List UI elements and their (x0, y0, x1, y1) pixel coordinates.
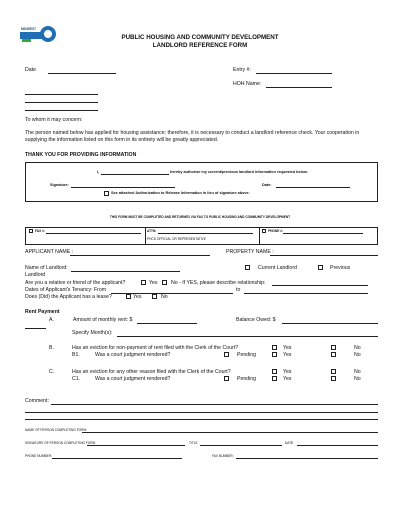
logo-text: MIDWEST (21, 27, 37, 31)
balance-owed-label: Balance Owed: $ (236, 317, 276, 323)
b1-yes-label: Yes (283, 352, 292, 358)
fax-number-label: FAX #: (35, 229, 45, 233)
fax-footer-label: FAX NUMBER: (212, 454, 234, 458)
rent-c-question: Has an eviction for any other reason filed with the Clerk of the Court? (72, 369, 231, 375)
relative-yes-label: Yes (149, 280, 158, 286)
authorization-box (25, 162, 378, 202)
date-field[interactable] (48, 73, 116, 74)
c-no-label: No (354, 369, 361, 375)
current-landlord-checkbox[interactable] (245, 265, 250, 270)
lease-question: Does (Did) the Applicant has a lease? (25, 294, 112, 300)
c1-yes-checkbox[interactable] (272, 376, 277, 381)
auth-signature-field[interactable] (71, 187, 175, 188)
current-landlord-label: Current Landlord (258, 265, 297, 271)
property-name-label: PROPERTY NAME : (226, 249, 274, 255)
see-attached-checkbox[interactable] (104, 191, 109, 196)
c1-pending-checkbox[interactable] (224, 376, 229, 381)
rent-b-question: Has an eviction for non-payment of rent filed with the Clerk of the Court? (72, 345, 239, 351)
tenancy-to-label: to (236, 287, 241, 293)
address-line-3[interactable] (25, 110, 98, 111)
b-no-label: No (354, 345, 361, 351)
phone-field[interactable] (52, 458, 182, 459)
b1-yes-checkbox[interactable] (272, 352, 277, 357)
previous-landlord-checkbox[interactable] (318, 265, 323, 270)
applicant-name-field[interactable] (70, 255, 210, 256)
attn-field[interactable] (158, 233, 253, 234)
hoh-name-field[interactable] (266, 87, 332, 88)
b1-pending-label: Pending (237, 352, 257, 358)
attn-label: ATTN: (147, 229, 157, 233)
auth-date-field[interactable] (276, 187, 350, 188)
rent-heading-underline (25, 328, 46, 329)
auth-signature-label: Signature: (50, 183, 69, 187)
landlord-name-label: Name of Landlord: (25, 265, 68, 271)
auth-date-label: Date: (262, 183, 272, 187)
c1-no-checkbox[interactable] (331, 376, 336, 381)
phone-number-field[interactable] (283, 233, 363, 234)
form-title-line2: LANDLORD REFERENCE FORM (152, 42, 248, 49)
property-name-field[interactable] (270, 255, 378, 256)
completing-signature-field[interactable] (87, 445, 185, 446)
fax-row (25, 227, 378, 245)
comment-line-2[interactable] (25, 412, 378, 413)
rent-b1-label: B1. (72, 352, 80, 358)
completing-title-label: TITLE (189, 441, 198, 445)
relative-no-label: No - If YES, please describe relationship: (171, 280, 266, 286)
rent-b-label: B. (49, 345, 54, 351)
comment-line-1[interactable] (51, 404, 378, 405)
b1-no-checkbox[interactable] (331, 352, 336, 357)
relationship-field[interactable] (272, 285, 368, 286)
auth-statement: hereby authorize my current/previous landlord information requested below. (170, 170, 308, 174)
c1-pending-label: Pending (237, 376, 257, 382)
address-line-2[interactable] (25, 102, 98, 103)
b1-pending-checkbox[interactable] (224, 352, 229, 357)
b-yes-checkbox[interactable] (272, 345, 277, 350)
entry-field[interactable] (256, 73, 332, 74)
fax-row-divider-1 (145, 228, 146, 244)
monthly-rent-label: Amount of monthly rent: $ (73, 317, 133, 323)
specify-months-field[interactable] (117, 336, 378, 337)
tenancy-to-field[interactable] (244, 293, 368, 294)
phone-checkbox[interactable] (262, 229, 266, 233)
phone-number-label: PHONE #: (268, 229, 284, 233)
completing-name-label: NAME OF PERSON COMPLETING FORM: (25, 428, 87, 432)
completing-date-label: DATE (285, 441, 294, 445)
address-line-1[interactable] (25, 94, 98, 95)
date-label: Date (25, 67, 36, 73)
rent-c1-label: C1. (72, 376, 81, 382)
applicant-name-label: APPLICANT NAME : (25, 249, 74, 255)
relative-question: Are you a relative or friend of the applicant? (25, 280, 126, 286)
comment-label: Comment: (25, 398, 49, 404)
attn-sublabel: PHCD OFFICIAL OR REPRESENTATIVE (147, 237, 206, 241)
c-yes-checkbox[interactable] (272, 369, 277, 374)
c1-yes-label: Yes (283, 376, 292, 382)
b-no-checkbox[interactable] (331, 345, 336, 350)
fax-number-field[interactable] (46, 233, 141, 234)
completing-date-field[interactable] (297, 445, 378, 446)
fax-footer-field[interactable] (236, 458, 378, 459)
b-yes-label: Yes (283, 345, 292, 351)
rent-a-label: A. (49, 317, 54, 323)
rent-c1-question: Was a court judgment rendered? (95, 376, 171, 382)
intro-paragraph: The person named below has applied for housing assistance; therefore, it is necessary to conduct a landlord reference check. Your cooperation in supplying the information listed on this form in its entirety will be greatly appreciated. (25, 130, 360, 144)
completing-signature-label: SIGNATURE OF PERSON COMPLETING FORM (25, 441, 96, 445)
see-attached-label: See attached Authorization to Release Information in lieu of signature above. (111, 191, 250, 195)
phone-label: PHONE NUMBER: (25, 454, 52, 458)
completing-name-field[interactable] (82, 432, 378, 433)
rent-c-label: C. (49, 369, 55, 375)
fax-row-divider-2 (259, 228, 260, 244)
landlord-name-field[interactable] (71, 271, 180, 272)
c-no-checkbox[interactable] (331, 369, 336, 374)
landlord-word: Landlord (25, 272, 46, 278)
lease-yes-label: Yes (133, 294, 142, 300)
b1-no-label: No (354, 352, 361, 358)
relative-no-checkbox[interactable] (162, 280, 167, 285)
monthly-rent-field[interactable] (137, 323, 197, 324)
comment-line-3[interactable] (25, 419, 378, 420)
fax-checkbox[interactable] (29, 229, 33, 233)
tenancy-dates-label: Dates of Applicant's Tenancy: From (25, 287, 107, 293)
relative-yes-checkbox[interactable] (141, 280, 146, 285)
form-title-line1: PUBLIC HOUSING AND COMMUNITY DEVELOPMENT (121, 34, 279, 41)
auth-name-field[interactable] (101, 174, 169, 175)
salutation: To whom it may concern: (25, 117, 83, 123)
auth-i-label: I, (97, 170, 100, 174)
hoh-name-label: HOH Name: (233, 81, 262, 87)
fax-notice: THIS FORM MUST BE COMPLETED AND RETURNED VIA FAX TO PUBLIC HOUSING AND COMMUNITY DEVELOPMENT (109, 215, 291, 219)
thank-you-heading: THANK YOU FOR PROVIDING INFORMATION (25, 152, 137, 158)
entry-label: Entry #: (233, 67, 251, 73)
c-yes-label: Yes (283, 369, 292, 375)
previous-landlord-label: Previous (330, 265, 351, 271)
c1-no-label: No (354, 376, 361, 382)
lease-no-label: No (161, 294, 168, 300)
specify-months-label: Specify Month(s): (72, 330, 113, 336)
balance-owed-field[interactable] (282, 323, 378, 324)
lease-yes-checkbox[interactable] (126, 294, 131, 299)
rent-payment-heading: Rent Payment (25, 309, 60, 315)
rent-b1-question: Was a court judgment rendered? (95, 352, 171, 358)
completing-title-field[interactable] (200, 445, 282, 446)
lease-no-checkbox[interactable] (152, 294, 157, 299)
